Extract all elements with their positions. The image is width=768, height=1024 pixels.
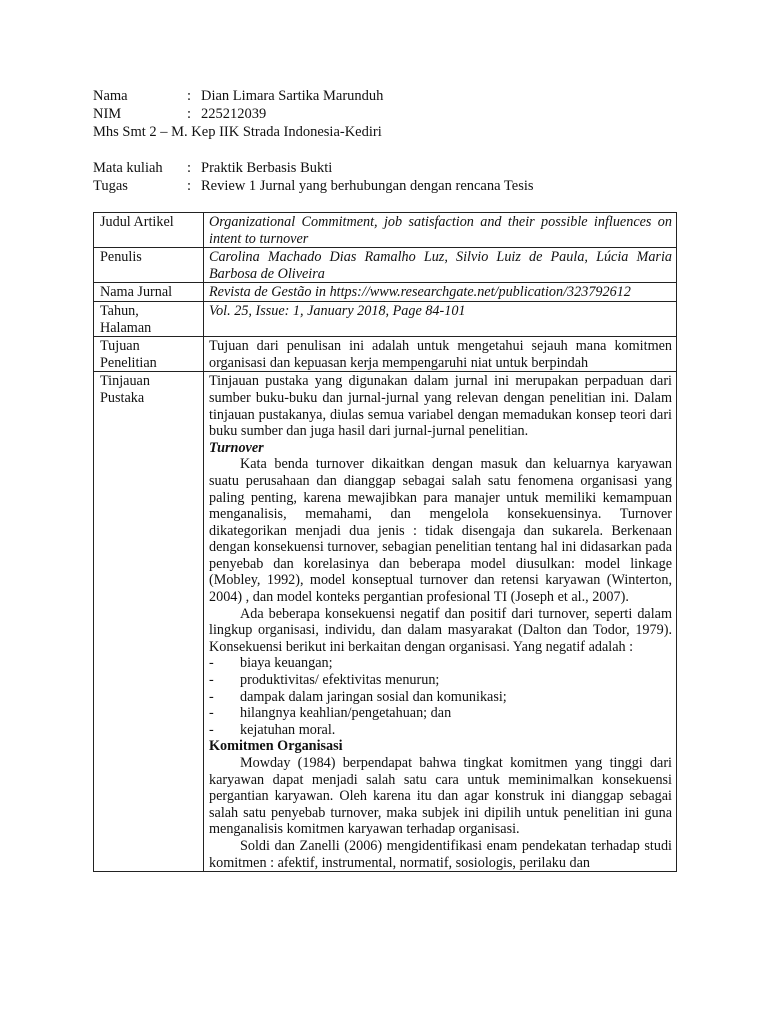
judul-value: Organizational Commitment, job satisfaction and their possible influences on intent to turnover <box>204 213 677 248</box>
row-jurnal <box>94 283 677 302</box>
list-item <box>209 689 672 706</box>
nim-colon: : <box>187 106 192 122</box>
tahun-label-line1: Tahun, <box>100 302 139 319</box>
tahun-value: Vol. 25, Issue: 1, January 2018, Page 84-101 <box>204 301 677 336</box>
nama-label: Nama <box>93 88 128 104</box>
heading-komitmen: Komitmen Organisasi <box>209 738 343 755</box>
row-judul <box>94 213 677 248</box>
review-table <box>93 212 677 872</box>
tugas-colon: : <box>187 178 192 194</box>
row-tinjauan <box>94 372 677 872</box>
turnover-paragraph-2: Ada beberapa konsekuensi negatif dan positif dari turnover, seperti dalam lingkup organisasi, individu, dan dalam masyarakat (Dalton dan Todor, 1979). Konsekuensi berikut ini berkaitan dengan organisasi. Yang negatif adalah : <box>209 605 672 655</box>
list-item <box>209 722 672 739</box>
matkul-label: Mata kuliah <box>93 160 163 176</box>
turnover-paragraph-1: Kata benda turnover dikaitkan dengan masuk dan keluarnya karyawan suatu perusahaan dan dianggap sebagai salah satu fenomena organisasi yang paling penting, karena mewajibkan para manajer untuk memiliki kemampuan menganalisis, memahami, dan mengelola konsekuensinya. Turnover dikategorikan menjadi dua jenis : tidak disengaja dan sukarela. Berkenaan dengan konsekuensi turnover, sebagian penelitian tentang hal ini didasarkan pada penyebab dan korelasinya dan beberapa model diusulkan: model linkage (Mobley, 1992), model konseptual turnover dan retensi karyawan (Winterton, 2004) , dan model konteks pergantian profesional TI (Joseph et al., 2007). <box>209 456 672 606</box>
list-dash: - <box>209 705 214 722</box>
komitmen-paragraph-2: Soldi dan Zanelli (2006) mengidentifikasi enam pendekatan terhadap studi komitmen : afektif, instrumental, normatif, sosiologis, perilaku dan <box>209 837 672 871</box>
list-item-text: dampak dalam jaringan sosial dan komunikasi; <box>240 688 507 705</box>
nama-colon: : <box>187 88 192 104</box>
tinjauan-label-line2: Pustaka <box>100 389 145 406</box>
nama-value: Dian Limara Sartika Marunduh <box>201 88 384 104</box>
list-dash: - <box>209 688 214 705</box>
judul-label: Judul Artikel <box>94 213 204 248</box>
negative-consequences-list <box>209 655 672 738</box>
nim-value: 225212039 <box>201 106 267 122</box>
matkul-colon: : <box>187 160 192 176</box>
matkul-value: Praktik Berbasis Bukti <box>201 160 333 176</box>
list-dash: - <box>209 672 214 689</box>
nim-row <box>93 106 693 123</box>
tahun-label-line2: Halaman <box>100 319 152 336</box>
jurnal-value: Revista de Gestão in https://www.researchgate.net/publication/323792612 <box>204 283 677 302</box>
program-text: Mhs Smt 2 – M. Kep IIK Strada Indonesia-Kediri <box>93 124 382 140</box>
list-item-text: hilangnya keahlian/pengetahuan; dan <box>240 705 452 722</box>
tinjauan-intro: Tinjauan pustaka yang digunakan dalam jurnal ini merupakan perpaduan dari sumber buku-buku dan jurnal-jurnal yang relevan dengan penelitian ini. Dalam tinjauan pustakanya, diulas semua variabel dengan memadukan konsep teori dari buku sumber dan juga hasil dari jurnal-jurnal penelitian. <box>209 373 672 440</box>
list-item <box>209 672 672 689</box>
tinjauan-value <box>204 372 677 872</box>
penulis-value: Carolina Machado Dias Ramalho Luz, Silvio Luiz de Paula, Lúcia Maria Barbosa de Oliveira <box>204 248 677 283</box>
tujuan-label-line1: Tujuan <box>100 338 140 355</box>
tujuan-value: Tujuan dari penulisan ini adalah untuk mengetahui sejauh mana komitmen organisasi dan kepuasan kerja mempengaruhi niat untuk berpindah <box>204 337 677 372</box>
tujuan-label-line2: Penelitian <box>100 354 157 371</box>
list-item <box>209 655 672 672</box>
tugas-label: Tugas <box>93 178 128 194</box>
nama-row <box>93 88 693 105</box>
komitmen-paragraph-1: Mowday (1984) berpendapat bahwa tingkat komitmen yang tinggi dari karyawan dapat menjadi salah satu cara untuk meminimalkan konsekuensi pergantian karyawan. Oleh karena itu dan agar konstruk ini dianggap sebagai salah satu penyebab turnover, maka subjek ini dipilih untuk penelitian ini guna menganalisis komitmen karyawan terhadap organisasi. <box>209 755 672 838</box>
list-item-text: kejatuhan moral. <box>240 721 336 738</box>
row-tujuan <box>94 337 677 372</box>
tinjauan-label-line1: Tinjauan <box>100 373 150 390</box>
tugas-value: Review 1 Jurnal yang berhubungan dengan rencana Tesis <box>201 178 534 194</box>
student-info <box>93 88 693 208</box>
row-penulis <box>94 248 677 283</box>
list-item-text: biaya keuangan; <box>240 655 333 672</box>
row-tahun <box>94 301 677 336</box>
list-dash: - <box>209 721 214 738</box>
list-item <box>209 705 672 722</box>
jurnal-label: Nama Jurnal <box>94 283 204 302</box>
tinjauan-label <box>94 372 204 872</box>
penulis-label: Penulis <box>94 248 204 283</box>
nim-label: NIM <box>93 106 122 122</box>
heading-turnover: Turnover <box>209 439 264 456</box>
tujuan-label <box>94 337 204 372</box>
list-item-text: produktivitas/ efektivitas menurun; <box>240 672 440 689</box>
matkul-row <box>93 160 693 177</box>
tugas-row <box>93 178 693 195</box>
tahun-label <box>94 301 204 336</box>
list-dash: - <box>209 655 214 672</box>
program-row <box>93 124 693 141</box>
